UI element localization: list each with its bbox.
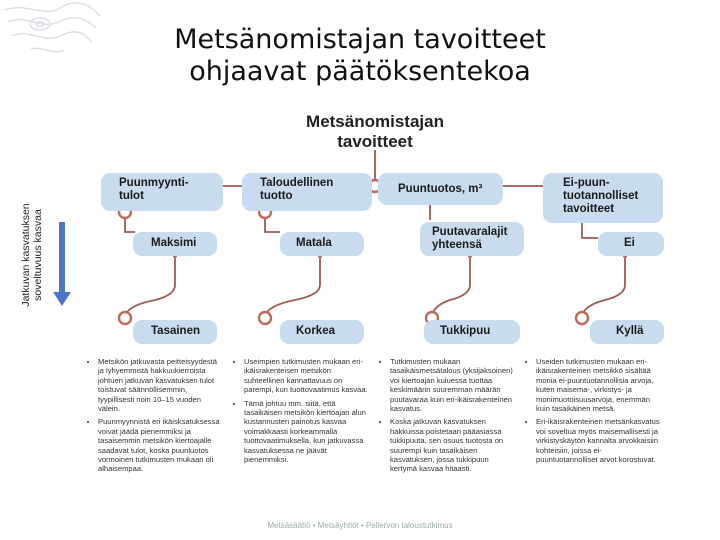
node-col4-bottom xyxy=(576,312,588,324)
footer: Metsäsäätiö • Metsäyhtiöt • Pellervon taloustutkimus xyxy=(267,521,453,530)
goal-box-puuntuotos: Puuntuotos, m³ xyxy=(378,173,503,205)
axis-label: Jatkuvan kasvatuksen soveltuvuus kasvaa xyxy=(20,203,44,307)
level-box-ei: Ei xyxy=(598,232,664,256)
node-col2-bottom xyxy=(259,312,271,324)
text-column-4 xyxy=(528,357,660,468)
level-box-korkea: Korkea xyxy=(280,320,364,344)
level-box-puutavaralajit-yhteensa: Puutavaralajit yhteensä xyxy=(420,222,524,256)
bullet: • Tutkimusten mukaan tasaikäismetsätalous (yksijaksoinen) voi kiertoajan kuluessa tuottaa keskimäärin suuremman määrän puutavaraa kuin eri-ikäisrakenteinen kasvatus. xyxy=(390,357,514,413)
text-column-1 xyxy=(90,357,222,478)
level-box-tukkipuu: Tukkipuu xyxy=(424,320,520,344)
goal-box-ei-puuntuotannolliset: Ei-puun- tuotannolliset tavoitteet xyxy=(543,173,663,223)
bullet: • Useiden tutkimusten mukaan eri-ikäisrakenteinen metsikkö sisältää monia ei-puuntuotannollisia arvoja, kuten maisema-, virkistys- ja monimuotoisuusarvoja, enemmän kuin tasaikäinen metsä. xyxy=(536,357,660,413)
text-column-2 xyxy=(236,357,368,468)
level-box-kylla: Kyllä xyxy=(590,320,664,344)
diagram-title: Metsänomistajan tavoitteet xyxy=(306,112,444,151)
goal-box-puunmyyntitulot: Puunmyynti- tulot xyxy=(101,173,223,211)
node-col1-bottom xyxy=(119,312,131,324)
col4-connector-bottom xyxy=(582,258,625,318)
bullet: • Eri-ikäisrakenteinen metsänkasvatus voi soveltua myös maisemallisesti ja virkistyskäytön kannalta arvokkaisiin kohteisiin, joissa ei-puuntuotannolliset arvot korostuvat. xyxy=(536,417,660,464)
col1-connector-bottom xyxy=(125,258,175,318)
slide-title: Metsänomistajan tavoitteet ohjaavat päätöksentekoa xyxy=(174,24,546,87)
bullet: • Metsikön jatkuvasta peitteisyydestä ja lyhyemmistä hakkuukierroista johtuen jatkuvan kasvatuksen tulot toistuvat säännöllisemmin, tyypillisesti noin 10–15 vuoden välein. xyxy=(98,357,222,413)
level-box-maksimi: Maksimi xyxy=(133,232,217,256)
text-column-3 xyxy=(382,357,514,478)
bullet: • Tämä johtuu mm. siitä, että tasaikäisen metsikön kiertoajan alun kustannusten painotus kasvaa voimakkaasti korkeammalla tuottovaatimuksella, kun jatkuvassa kasvatuksessa ne jäävät pienemmiksi. xyxy=(244,399,368,465)
level-box-tasainen: Tasainen xyxy=(133,320,217,344)
level-box-matala: Matala xyxy=(280,232,364,256)
suitability-arrow xyxy=(53,222,71,306)
bullet: • Koska jatkuvan kasvatuksen hakkuissa poistetaan pääasiassa tukkipuuta, sen osuus tuotosta on suurempi kuin tasaikäisen kasvatuksen, jossa tukkipuun kertymä kasvaa hitaasti. xyxy=(390,417,514,473)
goal-box-taloudellinen-tuotto: Taloudellinen tuotto xyxy=(242,173,372,211)
bullet: • Puunmyynnistä eri ikäisksatuksessa voivat jäädä pienemmiksi ja tasaisemmin metsikön kiertoajalle saadavat tulot, koska puunluotos vormoinen tutkimusten mukaan oli alhaisempaa. xyxy=(98,417,222,473)
bullet: • Useimpien tutkimusten mukaan eri-ikäisrakenteisen metsikön suhteellinen kannattavuus on parempi, kun tuottovaatimus kasvaa. xyxy=(244,357,368,395)
col2-connector-bottom xyxy=(265,258,320,318)
col3-connector-bottom xyxy=(432,258,470,318)
